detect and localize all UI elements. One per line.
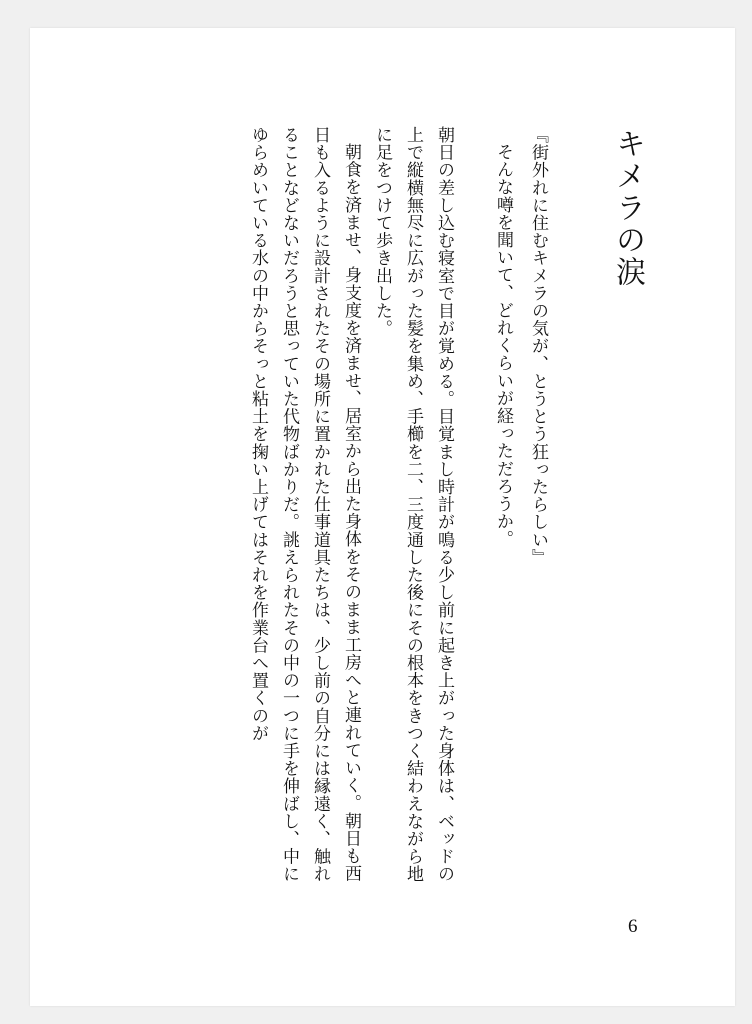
book-page [30,28,735,1006]
vertical-text-body [242,126,645,896]
paragraph-2: 朝日の差し込む寝室で目が覚める。目覚まし時計が鳴る少し前に起き上がった身体は、ベッドの上で縦横無尽に広がった髪を集め、手櫛を二、三度通した後にその根本をきつく結わえながら地に足をつけて歩き出した。 [372,126,454,883]
paragraph-3: 朝食を済ませ、身支度を済ませ、居室から出た身体をそのまま工房へと連れていく。朝日も西日も入るように設計されたその場所に置かれた仕事道具たちは、少し前の自分には縁遠く、触れることなどないだろうと思っていた代物ばかりだ。誂えられたその中の一つに手を伸ばし、中にゆらめいている水の中からそっと粘土を掬い上げてはそれを作業台へ置くのが [248,126,361,883]
chapter-title: キメラの涙 [610,128,645,288]
page-number: 6 [628,916,638,937]
paragraph-1: そんな噂を聞いて、どれくらいが経っただろうか。 [493,143,513,548]
opening-quote: 『街外れに住むキメラの気が、とうとう狂ったらしい』 [528,126,548,566]
